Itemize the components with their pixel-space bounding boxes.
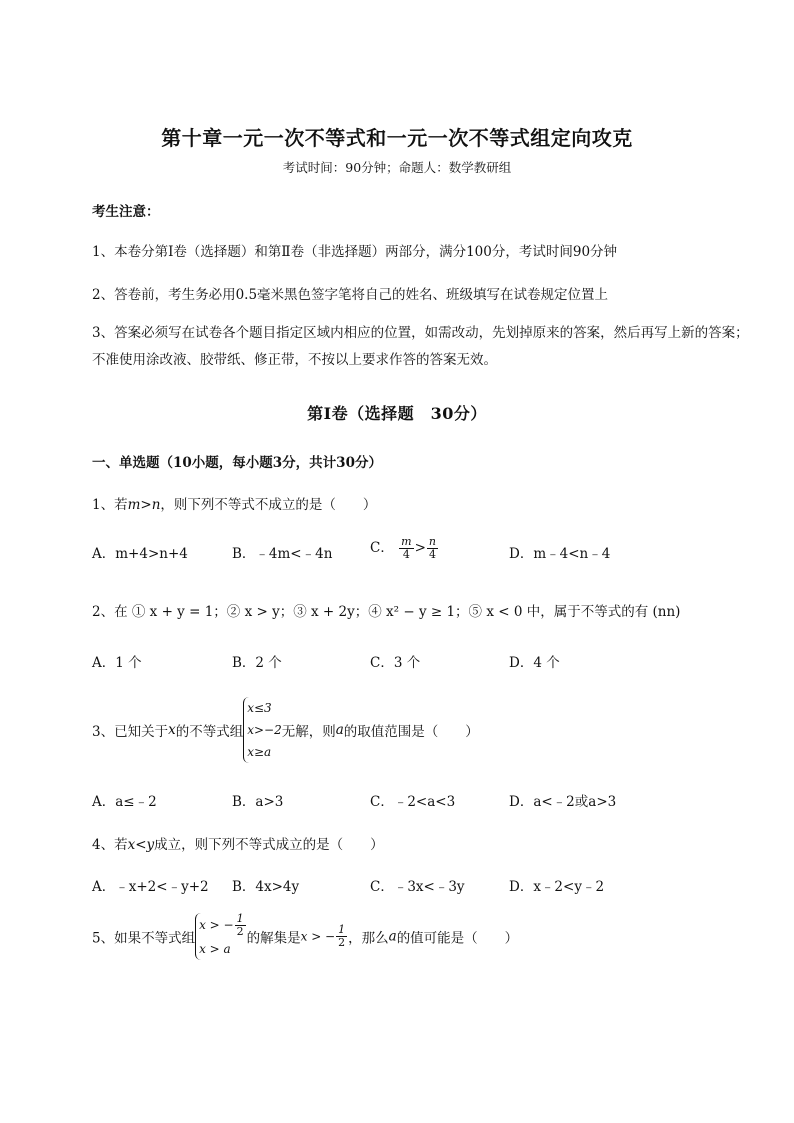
q1-option-c[interactable]	[370, 536, 439, 561]
frac-den: 4	[428, 548, 436, 561]
q1-option-c-frac-left	[399, 536, 413, 561]
system-line: x≤3	[247, 701, 272, 715]
frac-num: 1	[236, 912, 244, 925]
q5-inequality-system	[195, 913, 247, 960]
note-item-2: 2、答卷前，考生务必用0.5毫米黑色签字笔将自己的姓名、班级填写在试卷规定位置上	[92, 287, 609, 303]
question-3-stem	[92, 697, 479, 763]
q1-option-c-frac-right	[427, 536, 438, 561]
q1-option-d[interactable]: D．m﹣4<n﹣4	[509, 546, 611, 562]
frac-den: 2	[338, 936, 346, 949]
frac-num: m	[401, 535, 412, 548]
q2-option-b[interactable]: B．2 个	[232, 655, 282, 671]
q5-solution-frac	[336, 924, 347, 949]
system-line: x≥a	[247, 745, 272, 759]
system-line: x>−2	[247, 723, 282, 737]
q1-option-c-label: C．	[370, 540, 394, 556]
q3-stem-mid: 的不等式组	[175, 724, 244, 740]
exam-title: 第十章一元一次不等式和一元一次不等式组定向攻克	[161, 126, 633, 150]
exam-subtitle: 考试时间：90分钟；命题人：数学教研组	[282, 160, 512, 175]
system-line-text: x > −	[199, 918, 234, 932]
q1-option-b[interactable]: B．﹣4m<﹣4n	[232, 546, 333, 562]
frac-num: 1	[338, 923, 346, 936]
frac-den: 4	[402, 548, 410, 561]
frac-den: 2	[236, 925, 244, 938]
q2-option-c[interactable]: C．3 个	[370, 655, 421, 671]
system-line: x > a	[199, 942, 231, 956]
q3-stem-post: 无解，则	[281, 724, 336, 740]
section-title: 第I卷（选择题 30分）	[307, 404, 487, 423]
q1-stem-pre: 1、若	[92, 497, 128, 513]
frac-num: n	[428, 535, 436, 548]
q5-stem-end: 的值可能是（ ）	[396, 930, 519, 947]
q1-stem-post: ，则下列不等式不成立的是（ ）	[160, 497, 377, 513]
question-2-stem: 2、在 ① x + y = 1；② x > y；③ x + 2y；④ x² − y ≥ 1；⑤ x < 0 中，属于不等式的有 (nn)	[92, 604, 681, 620]
note-item-3: 3、答案必须写在试卷各个题目指定区域内相应的位置，如需改动，先划掉原来的答案，然后再写上新的答案；不准使用涂改液、胶带纸、修正带，不按以上要求作答的答案无效。	[92, 325, 749, 368]
note-item-1: 1、本卷分第I卷（选择题）和第Ⅱ卷（非选择题）两部分，满分100分，考试时间90分钟	[92, 244, 618, 260]
q4-option-a[interactable]: A．﹣x+2<﹣y+2	[92, 879, 209, 895]
q3-option-a[interactable]: A．a≤﹣2	[92, 794, 157, 810]
q3-stem-var2: a	[335, 722, 344, 738]
q2-option-a[interactable]: A．1 个	[92, 655, 142, 671]
q3-option-c[interactable]: C．﹣2<a<3	[370, 794, 456, 810]
q5-stem-post: ，那么	[348, 930, 389, 947]
q4-stem-post: 成立，则下列不等式成立的是（ ）	[154, 837, 384, 853]
q5-stem-var: a	[388, 928, 397, 945]
question-1-stem	[92, 493, 376, 513]
system-line	[199, 913, 247, 938]
question-4-stem	[92, 833, 384, 853]
q4-stem-pre: 4、若	[92, 837, 128, 853]
q1-stem-math: m>n	[127, 497, 161, 513]
q3-option-d[interactable]: D．a<﹣2或a>3	[509, 794, 617, 810]
q3-stem-var: x	[168, 722, 176, 738]
question-5-stem	[92, 913, 518, 960]
q1-option-a[interactable]: A．m+4>n+4	[92, 546, 188, 562]
part-heading: 一、单选题（10小题，每小题3分，共计30分）	[92, 455, 382, 471]
frac-rel: >	[414, 540, 426, 556]
q3-stem-pre: 3、已知关于	[92, 724, 169, 740]
q4-option-b[interactable]: B．4x>4y	[232, 879, 300, 895]
q5-solution: x > −	[300, 929, 336, 944]
q5-stem-mid: 的解集是	[246, 930, 301, 947]
q4-stem-math: x<y	[127, 837, 155, 853]
q2-option-d[interactable]: D．4 个	[509, 655, 560, 671]
q4-option-d[interactable]: D．x﹣2<y﹣2	[509, 879, 605, 895]
q3-stem-end: 的取值范围是（ ）	[343, 724, 479, 740]
notes-heading: 考生注意：	[92, 204, 160, 220]
q3-inequality-system	[243, 697, 282, 763]
q3-option-b[interactable]: B．a>3	[232, 794, 284, 810]
q4-option-c[interactable]: C．﹣3x<﹣3y	[370, 879, 465, 895]
system-frac	[235, 913, 246, 938]
q5-stem-pre: 5、如果不等式组	[92, 930, 196, 947]
